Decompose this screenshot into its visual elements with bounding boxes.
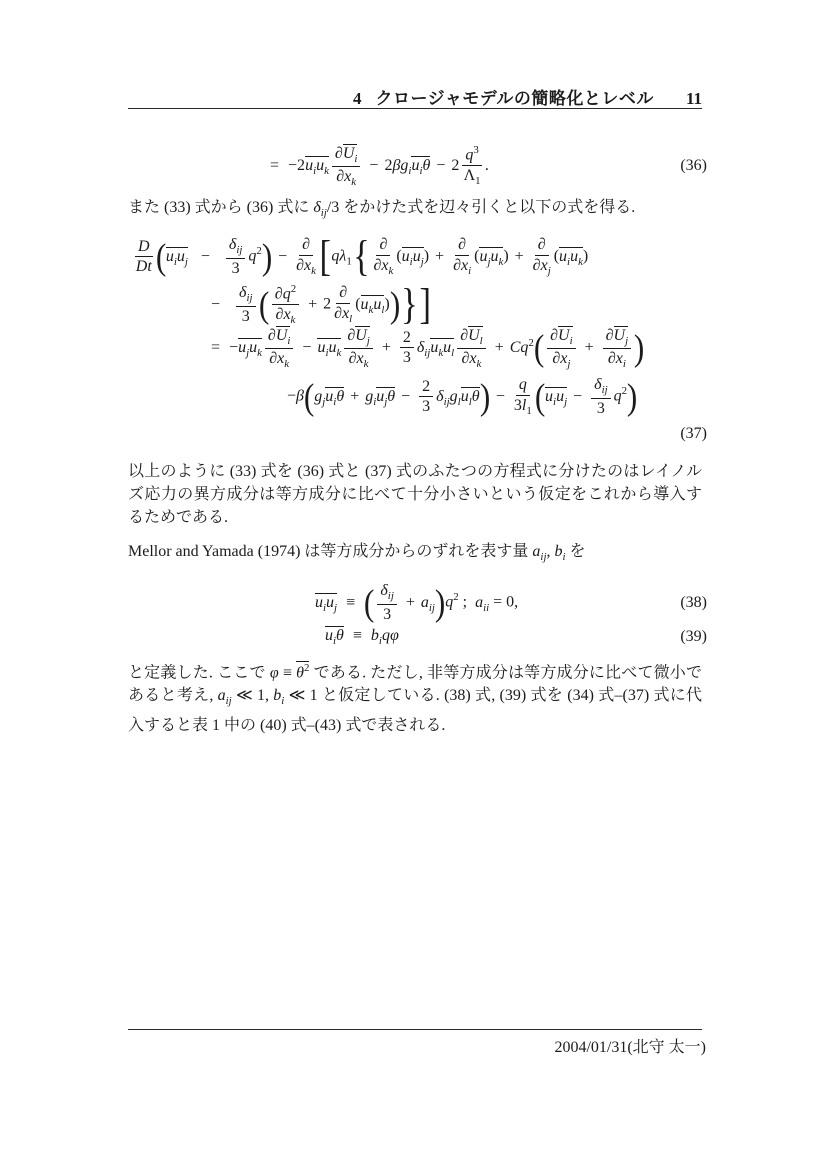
page-content — [128, 0, 707, 1169]
paragraph-1: また (33) 式から (36) 式に $\delta_{ij}/3$ をかけた式を辺々引くと以下の式を得る. — [128, 199, 636, 220]
section-title: クロージャモデルの簡略化とレベル — [375, 89, 654, 108]
section-number: 4 — [352, 89, 362, 108]
page-header — [128, 84, 702, 109]
equation-39 — [128, 623, 707, 651]
equation-37-line-1-body: $\frac{D}{Dt}$ ($u_iu_j$ − $\delta_{ij}$ 3 $q^2$) − ∂ $\partial x_k$ [$q\lambda_1${ ∂ $\partial x_k$ $(u_iu_j)$ + ∂ $\partial x_i$ $(u_ju_k)$ + ∂ $\partial x_j$ $(u_iu_k)$ — [135, 232, 589, 280]
equation-37-number-row — [128, 425, 707, 443]
equation-36 — [128, 142, 707, 190]
equation-37-number: (37) — [680, 425, 707, 442]
footer-date-author: 2004/01/31(北守 太一) — [554, 1039, 706, 1056]
equation-39-body: $u_i\theta \equiv b_iq\varphi$ — [325, 627, 399, 648]
footer-rule — [128, 1029, 702, 1030]
header-rule — [128, 108, 702, 109]
page-number: 11 — [685, 89, 702, 108]
equation-37-line-4 — [128, 373, 702, 421]
equation-37-line-1 — [128, 233, 702, 281]
equation-37-line-3 — [128, 324, 702, 372]
equation-37-line-3-body: = $-u_ju_k$ $\frac{\partial U_i}{\partial x_k}$ − $u_iu_k$ $\frac{\partial U_j}{\partial x_k}$ + $\frac{2}{3}$ $\delta_{ij}u_ku_l$ $\frac{\partial U_l}{\partial x_k}$ + $Cq^2$( $\frac{\partial U_i}{\partial x_j}$ + $\frac{\partial U_j}{\partial x_i}$ ) — [211, 326, 645, 371]
equation-36-number: (36) — [680, 157, 707, 174]
equation-37-line-2 — [128, 281, 702, 329]
equation-37-line-4-body: $-\beta(g_ju_i\theta + g_iu_j\theta$ − $\frac{2}{3}$ $\delta_{ij}g_lu_l\theta$) − $\frac{q}{3l_1}$ ($u_iu_j$ − $\delta_{ij}$ 3 $q^2$) — [287, 375, 638, 418]
paragraph-2: 以上のように (33) 式を (36) 式と (37) 式のふたつの方程式に分けたのはレイノルズ応力の異方成分は等方成分に比べて十分小さいという仮定をこれから導入するためである. — [128, 463, 702, 526]
paragraph-3: Mellor and Yamada (1974) は等方成分からのずれを表す量 $a_{ij}$, $b_i$ を — [128, 543, 586, 564]
equation-38 — [128, 579, 707, 627]
equation-38-number: (38) — [680, 594, 707, 611]
equation-36-body: = $-2u_iu_k$ $\frac{\partial U_i}{\partial x_k}$ − $2\beta g_iu_i\theta - 2$ $\frac{q^3}{\Lambda_1}$ . — [270, 144, 489, 189]
equation-39-number: (39) — [680, 628, 707, 645]
paragraph-4: と定義した. ここで $\varphi \equiv \theta^2$ である. ただし, 非等方成分は等方成分に比べて微小であると考え, $a_{ij}$ ≪ 1, $b_i$ ≪ 1 と仮定している. (38) 式, (39) 式を (34) 式–(37) 式に代入すると表 1 中の (40) 式–(43) 式で表される. — [128, 662, 702, 734]
equation-37-line-2-body: − $\delta_{ij}$ 3 ( $\frac{\partial q^2}{\partial x_k}$ + 2 ∂ $\partial x_l$ $(u_ku_l)$)}] — [211, 281, 431, 328]
equation-38-body: $u_iu_j$ ≡ ( $\delta_{ij}$ 3 + $a_{ij})q^2$ ; $a_{ii} = 0$, — [315, 581, 519, 623]
